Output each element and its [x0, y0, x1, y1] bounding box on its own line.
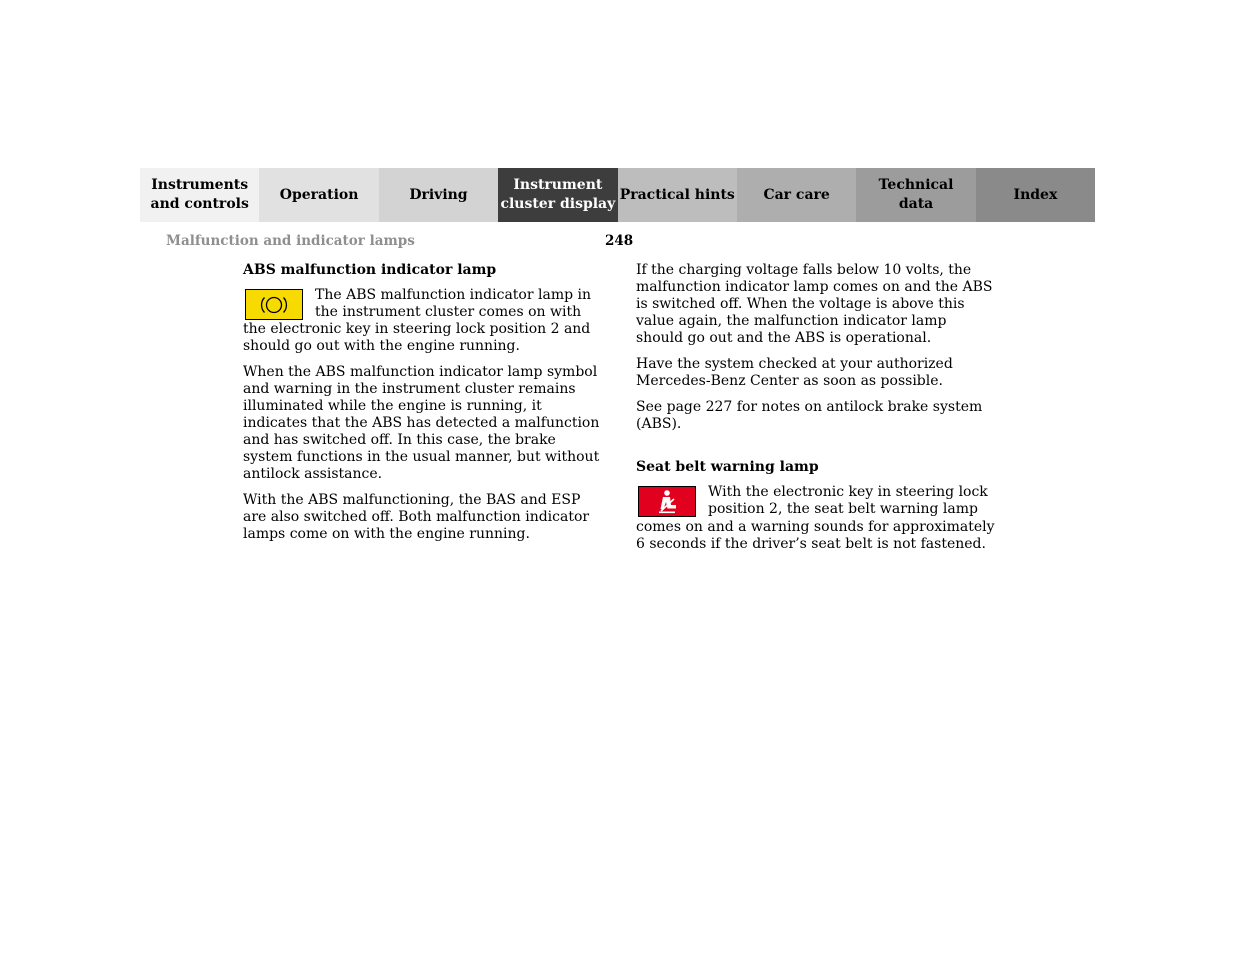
- tab-practical-hints[interactable]: Practical hints: [618, 168, 737, 222]
- seat-belt-intro: [636, 484, 996, 552]
- tab-instruments-and-controls[interactable]: Instruments and controls: [140, 168, 259, 222]
- seat-belt-lamp-icon: [638, 486, 696, 517]
- service-paragraph: Have the system checked at your authorized Mercedes-Benz Center as soon as possible.: [636, 355, 953, 390]
- voltage-paragraph: If the charging voltage falls below 10 volts, the malfunction indicator lamp comes on and the ABS is switched off. When the voltage is above this value again, the malfunction indicator lamp should go out and the ABS is operational.: [636, 262, 993, 347]
- tab-car-care[interactable]: Car care: [737, 168, 856, 222]
- abs-heading: ABS malfunction indicator lamp: [243, 262, 497, 278]
- tab-index[interactable]: Index: [976, 168, 1095, 222]
- seat-belt-paragraph: With the electronic key in steering lock position 2, the seat belt warning lamp comes on and a warning sounds for approximately 6 seconds if the driver’s seat belt is not fastened.: [636, 484, 995, 552]
- page-number: 248: [605, 233, 634, 249]
- see-page-paragraph: See page 227 for notes on antilock brake system (ABS).: [636, 398, 983, 432]
- chapter-navigation: [140, 168, 1095, 222]
- tab-operation[interactable]: Operation: [259, 168, 378, 222]
- abs-paragraph-1: The ABS malfunction indicator lamp in the instrument cluster comes on with the electronic key in steering lock position 2 and should go out with the engine running.: [243, 287, 592, 355]
- abs-lamp-icon: [245, 289, 303, 320]
- right-column: [636, 262, 996, 561]
- abs-paragraph-2: When the ABS malfunction indicator lamp symbol and warning in the instrument cluster remains illuminated while the engine is running, it indicates that the ABS has detected a malfunction and has switched off. In this case, the brake system functions in the usual manner, but without antilock assistance.: [243, 363, 600, 483]
- spacer: [636, 441, 996, 459]
- left-column: [243, 262, 603, 552]
- seat-belt-heading: Seat belt warning lamp: [636, 459, 819, 476]
- tab-instrument-cluster-display[interactable]: Instrument cluster display: [498, 168, 617, 222]
- tab-driving[interactable]: Driving: [379, 168, 498, 222]
- tab-technical-data[interactable]: Technical data: [856, 168, 975, 222]
- abs-intro: [243, 287, 603, 355]
- abs-paragraph-3: With the ABS malfunctioning, the BAS and ESP are also switched off. Both malfunction indicator lamps come on with the engine running.: [243, 492, 590, 543]
- section-title: Malfunction and indicator lamps: [166, 233, 415, 249]
